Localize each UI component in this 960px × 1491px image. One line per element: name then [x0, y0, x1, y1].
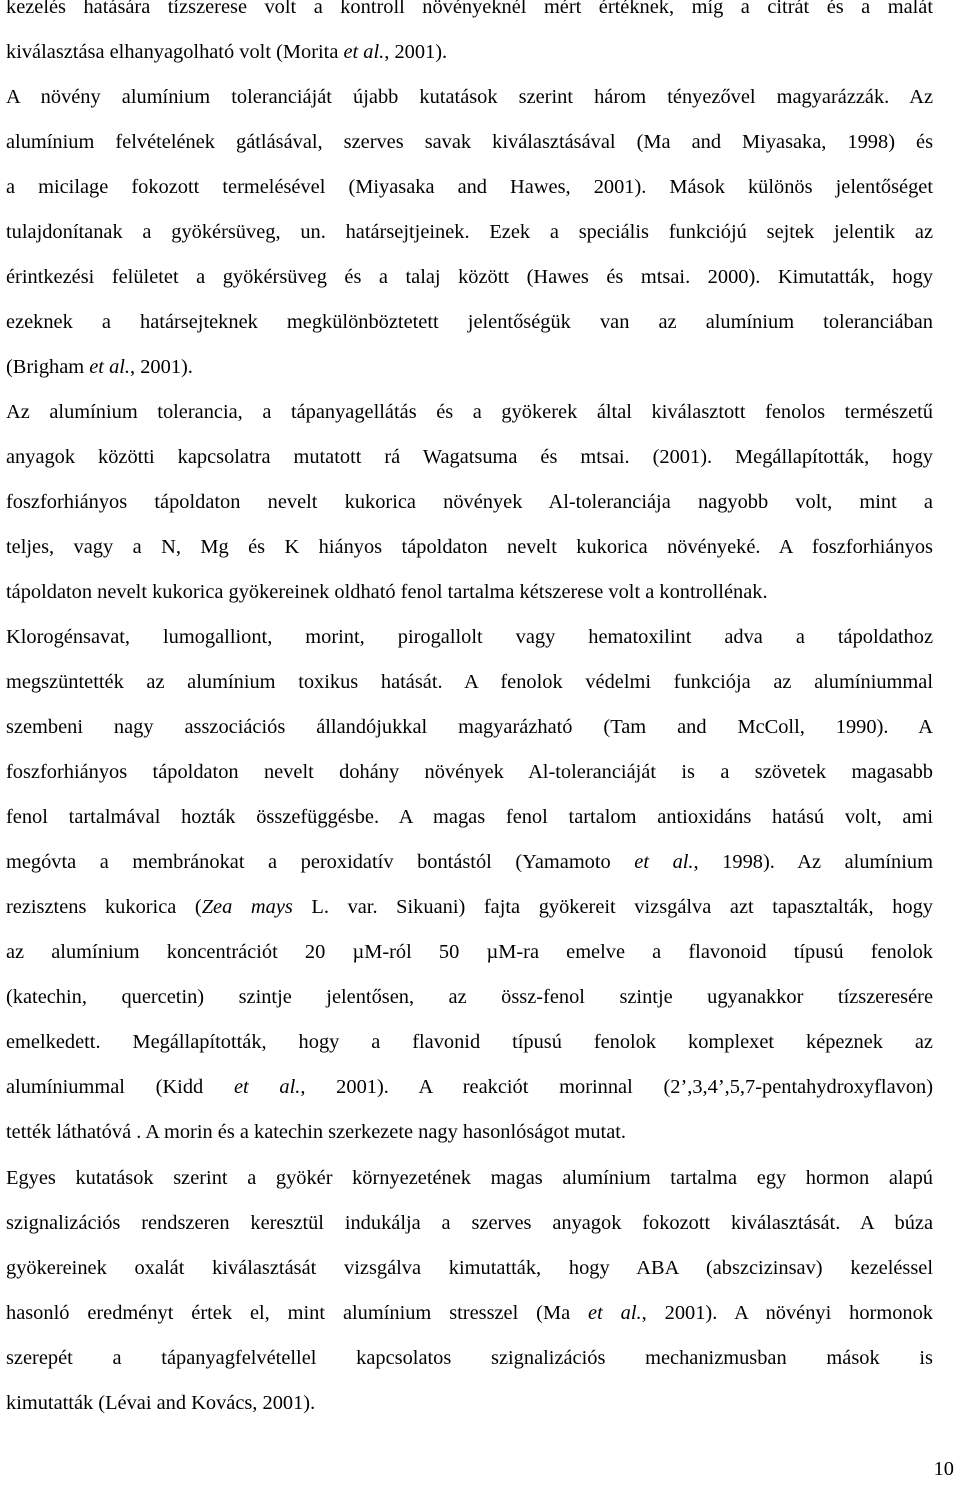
- text-segment: tulajdonítanak a gyökérsüveg, un. határsejtjeinek. Ezek a speciális funkciójú sejtek jelentik az: [6, 221, 933, 243]
- text-segment: , 2001). A növényi hormonok: [641, 1302, 933, 1324]
- text-line: [6, 355, 933, 379]
- text-segment: hasonló eredményt értek el, mint alumínium stresszel (Ma: [6, 1302, 589, 1324]
- text-line: [6, 940, 933, 964]
- text-segment: , 2001). A reakciót morinnal (2’,3,4’,5,7-pentahydroxyflavon): [300, 1076, 934, 1098]
- text-line: [6, 535, 933, 559]
- text-line: [6, 490, 933, 514]
- text-line: [6, 985, 933, 1009]
- text-line: [6, 850, 933, 874]
- text-line: [6, 670, 933, 694]
- text-line: [6, 1256, 933, 1280]
- text-segment: kezelés hatására tízszerese volt a kontroll növényeknél mért értéknek, míg a citrát és a malát: [6, 0, 933, 18]
- text-segment: rezisztens kukorica (: [6, 896, 202, 918]
- text-segment: , 2001).: [384, 41, 448, 63]
- text-segment: (Brigham: [6, 356, 90, 378]
- text-segment: fenol tartalmával hozták összefüggésbe. A magas fenol tartalom antioxidáns hatású volt, ami: [6, 806, 933, 828]
- italic-text: et al.: [343, 41, 385, 63]
- text-line: [6, 175, 933, 199]
- text-line: [6, 445, 933, 469]
- text-line: [6, 400, 933, 424]
- italic-text: et al.: [588, 1302, 642, 1324]
- text-line: [6, 1391, 933, 1415]
- text-segment: érintkezési felületet a gyökérsüveg és a talaj között (Hawes és mtsai. 2000). Kimutatták, hogy: [6, 266, 933, 288]
- text-line: [6, 130, 933, 154]
- text-line: [6, 895, 933, 919]
- text-line: [6, 85, 933, 109]
- text-line: [6, 715, 933, 739]
- text-segment: tápoldaton nevelt kukorica gyökereinek oldható fenol tartalma kétszerese volt a kontrollénak.: [6, 581, 768, 603]
- text-line: [6, 1120, 933, 1144]
- text-segment: foszforhiányos tápoldaton nevelt kukorica növények Al-toleranciája nagyobb volt, mint a: [6, 491, 933, 513]
- text-segment: szembeni nagy asszociációs állandójukkal magyarázható (Tam and McColl, 1990). A: [6, 716, 933, 738]
- text-segment: az alumínium koncentrációt 20 µM-ról 50 µM-ra emelve a flavonoid típusú fenolok: [6, 941, 933, 963]
- text-segment: tették láthatóvá . A morin és a katechin szerkezete nagy hasonlóságot mutat.: [6, 1121, 627, 1143]
- text-segment: Klorogénsavat, lumogalliont, morint, pirogallolt vagy hematoxilint adva a tápoldathoz: [6, 626, 933, 648]
- text-line: [6, 40, 933, 64]
- text-segment: L. var. Sikuani) fajta gyökereit vizsgálva azt tapasztalták, hogy: [292, 896, 933, 918]
- text-segment: , 1998). Az alumínium: [693, 851, 933, 873]
- text-line: [6, 1030, 933, 1054]
- text-segment: foszforhiányos tápoldaton nevelt dohány növények Al-toleranciáját is a szövetek magasabb: [6, 761, 933, 783]
- text-segment: megszüntették az alumínium toxikus hatását. A fenolok védelmi funkciója az alumíniummal: [6, 671, 933, 693]
- text-segment: szerepét a tápanyagfelvétellel kapcsolatos szignalizációs mechanizmusban mások is: [6, 1347, 933, 1369]
- text-segment: a micilage fokozott termelésével (Miyasaka and Hawes, 2001). Mások különös jelentőséget: [6, 176, 933, 198]
- italic-text: et al.: [89, 356, 131, 378]
- text-segment: teljes, vagy a N, Mg és K hiányos tápoldaton nevelt kukorica növényeké. A foszforhiányos: [6, 536, 933, 558]
- text-segment: alumíniummal (Kidd: [6, 1076, 234, 1098]
- text-segment: megóvta a membránokat a peroxidatív bontástól (Yamamoto: [6, 851, 635, 873]
- text-line: [6, 580, 933, 604]
- text-line: [6, 625, 933, 649]
- text-line: [6, 805, 933, 829]
- text-line: [6, 220, 933, 244]
- italic-text: et al.: [634, 851, 694, 873]
- text-segment: A növény alumínium toleranciáját újabb kutatások szerint három tényezővel magyarázzák. Az: [6, 86, 933, 108]
- text-segment: Az alumínium tolerancia, a tápanyagellátás és a gyökerek által kiválasztott fenolos természetű: [6, 401, 933, 423]
- text-segment: szignalizációs rendszeren keresztül indukálja a szerves anyagok fokozott kiválasztását. A búza: [6, 1212, 933, 1234]
- italic-text: Zea mays: [201, 896, 293, 918]
- text-segment: (katechin, quercetin) szintje jelentősen, az össz-fenol szintje ugyanakkor tízszeresére: [6, 986, 933, 1008]
- text-line: [6, 1075, 933, 1099]
- text-line: [6, 265, 933, 289]
- text-line: [6, 310, 933, 334]
- text-segment: emelkedett. Megállapították, hogy a flavonid típusú fenolok komplexet képeznek az: [6, 1031, 933, 1053]
- text-segment: ezeknek a határsejteknek megkülönböztetett jelentőségük van az alumínium toleranciában: [6, 311, 933, 333]
- text-segment: Egyes kutatások szerint a gyökér környezetének magas alumínium tartalma egy hormon alapú: [6, 1167, 933, 1189]
- text-segment: kiválasztása elhanyagolható volt (Morita: [6, 41, 344, 63]
- text-line: [6, 1211, 933, 1235]
- text-segment: kimutatták (Lévai and Kovács, 2001).: [6, 1392, 316, 1414]
- text-line: [6, 1346, 933, 1370]
- text-line: [6, 1166, 933, 1190]
- text-segment: anyagok közötti kapcsolatra mutatott rá Wagatsuma és mtsai. (2001). Megállapították, hogy: [6, 446, 933, 468]
- text-segment: alumínium felvételének gátlásával, szerves savak kiválasztásával (Ma and Miyasaka, 1998) és: [6, 131, 933, 153]
- text-segment: gyökereinek oxalát kiválasztását vizsgálva kimutatták, hogy ABA (abszcizinsav) kezeléssel: [6, 1257, 933, 1279]
- text-line: [6, 0, 933, 19]
- text-segment: , 2001).: [130, 356, 193, 378]
- page-number: 10: [933, 1458, 954, 1480]
- text-line: [6, 760, 933, 784]
- italic-text: et al.: [233, 1076, 301, 1098]
- text-line: [6, 1301, 933, 1325]
